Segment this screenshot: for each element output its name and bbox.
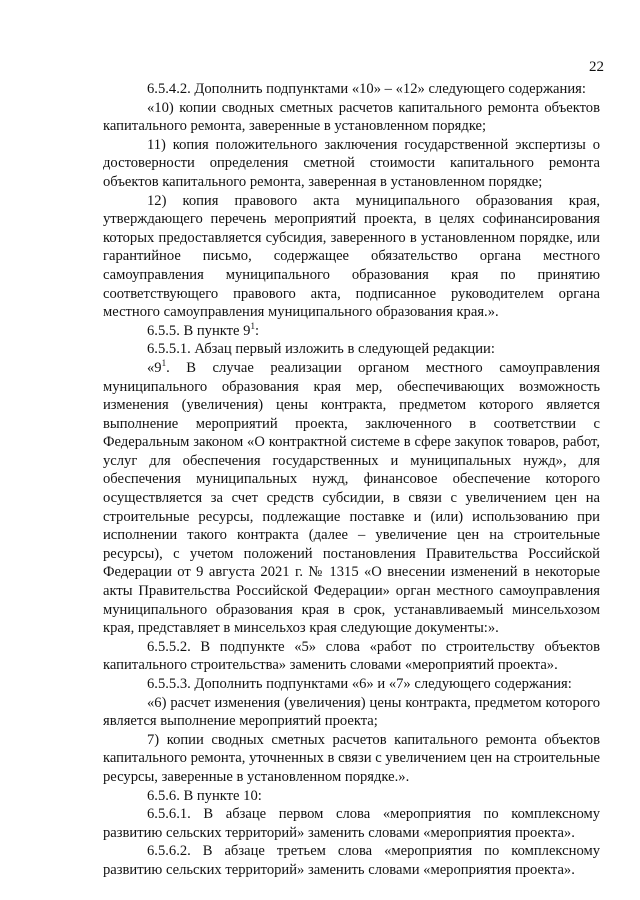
paragraph-6-5-6: 6.5.6. В пункте 10: <box>147 787 262 804</box>
paragraph-6-5-5-tail: : <box>254 322 260 339</box>
paragraph-subitem-7: 7) копии сводных сметных расчетов капитального ремонта объектов капитального ремонта, уточненных в связи с увеличением цен на строительные ресурсы, заверенные в установленном порядке.». <box>103 731 600 785</box>
superscript-marker: 1 <box>161 358 167 369</box>
paragraph-6-5-5 <box>103 322 600 341</box>
paragraph-6-5-6-2: 6.5.6.2. В абзаце третьем слова «мероприятия по комплексному развитию сельских территорий» заменить словами «мероприятия проекта». <box>103 843 600 878</box>
paragraph-6-5-5-2: 6.5.5.2. В подпункте «5» слова «работ по строительству объектов капитального строительства» заменить словами «мероприятий проекта». <box>103 638 600 674</box>
paragraph-6-5-5-3: 6.5.5.3. Дополнить подпунктами «6» и «7» следующего содержания: <box>147 676 572 692</box>
paragraph-6-5-4-2: 6.5.4.2. Дополнить подпунктами «10» – «12» следующего содержания: <box>147 81 586 97</box>
document-body <box>103 80 600 880</box>
page-number: 22 <box>589 59 604 75</box>
paragraph-subitem-12: 12) копия правового акта муниципального образования края, утверждающего перечень мероприятий проекта, в целях софинансирования которых предоставляется субсидия, заверенного в установленном порядке, или гарантийное письмо, содержащее обязательство органа местного самоуправления муниципального образования края по принятию соответствующего правового акта, подписанное руководителем органа местного самоуправления муниципального образования края.». <box>103 192 600 321</box>
superscript-marker: 1 <box>250 320 255 331</box>
paragraph-quoted-item-9-1 <box>103 359 600 638</box>
paragraph-6-5-5-text: 6.5.5. В пункте 9 <box>147 322 251 339</box>
paragraph-6-5-5-1: 6.5.5.1. Абзац первый изложить в следующей редакции: <box>147 341 495 358</box>
paragraph-subitem-11: 11) копия положительного заключения государственной экспертизы о достоверности определения сметной стоимости капитального ремонта объектов капитального ремонта, заверенная в установленном порядке; <box>103 136 600 190</box>
paragraph-subitem-6: «6) расчет изменения (увеличения) цены контракта, предметом которого является выполнение мероприятий проекта; <box>103 694 600 730</box>
quoted-item-9-1-text: «9 <box>147 359 162 376</box>
quoted-item-9-1-tail: . В случае реализации органом местного самоуправления муниципального образования края мер, обеспечивающих возможность изменения (увеличения) цены контракта, предметом которого является выполнение мероприятий проекта, заключенного в соответствии с Федеральным законом «О контрактной системе в сфере закупок товаров, работ, услуг для обеспечения государственных и муниципальных нужд», для обеспечения муниципальных нужд, финансовое обеспечение которого осуществляется за счет средств субсидии, в связи с увеличением цен на строительные ресурсы, подлежащие поставке и (или) использованию при исполнении такого контракта (далее – увеличение цен на строительные ресурсы), с учетом положений постановления Правительства Российской Федерации от 9 августа 2021 г. № 1315 «О внесении изменений в некоторые акты Правительства Российской Федерации» орган местного самоуправления муниципального образования края в срок, устанавливаемый минсельхозом края, представляет в минсельхоз края следующие документы:». <box>103 359 600 637</box>
paragraph-subitem-10: «10) копии сводных сметных расчетов капитального ремонта объектов капитального ремонта, заверенные в установленном порядке; <box>103 99 600 135</box>
paragraph-6-5-6-1: 6.5.6.1. В абзаце первом слова «мероприятия по комплексному развитию сельских территорий» заменить словами «мероприятия проекта». <box>103 806 600 841</box>
